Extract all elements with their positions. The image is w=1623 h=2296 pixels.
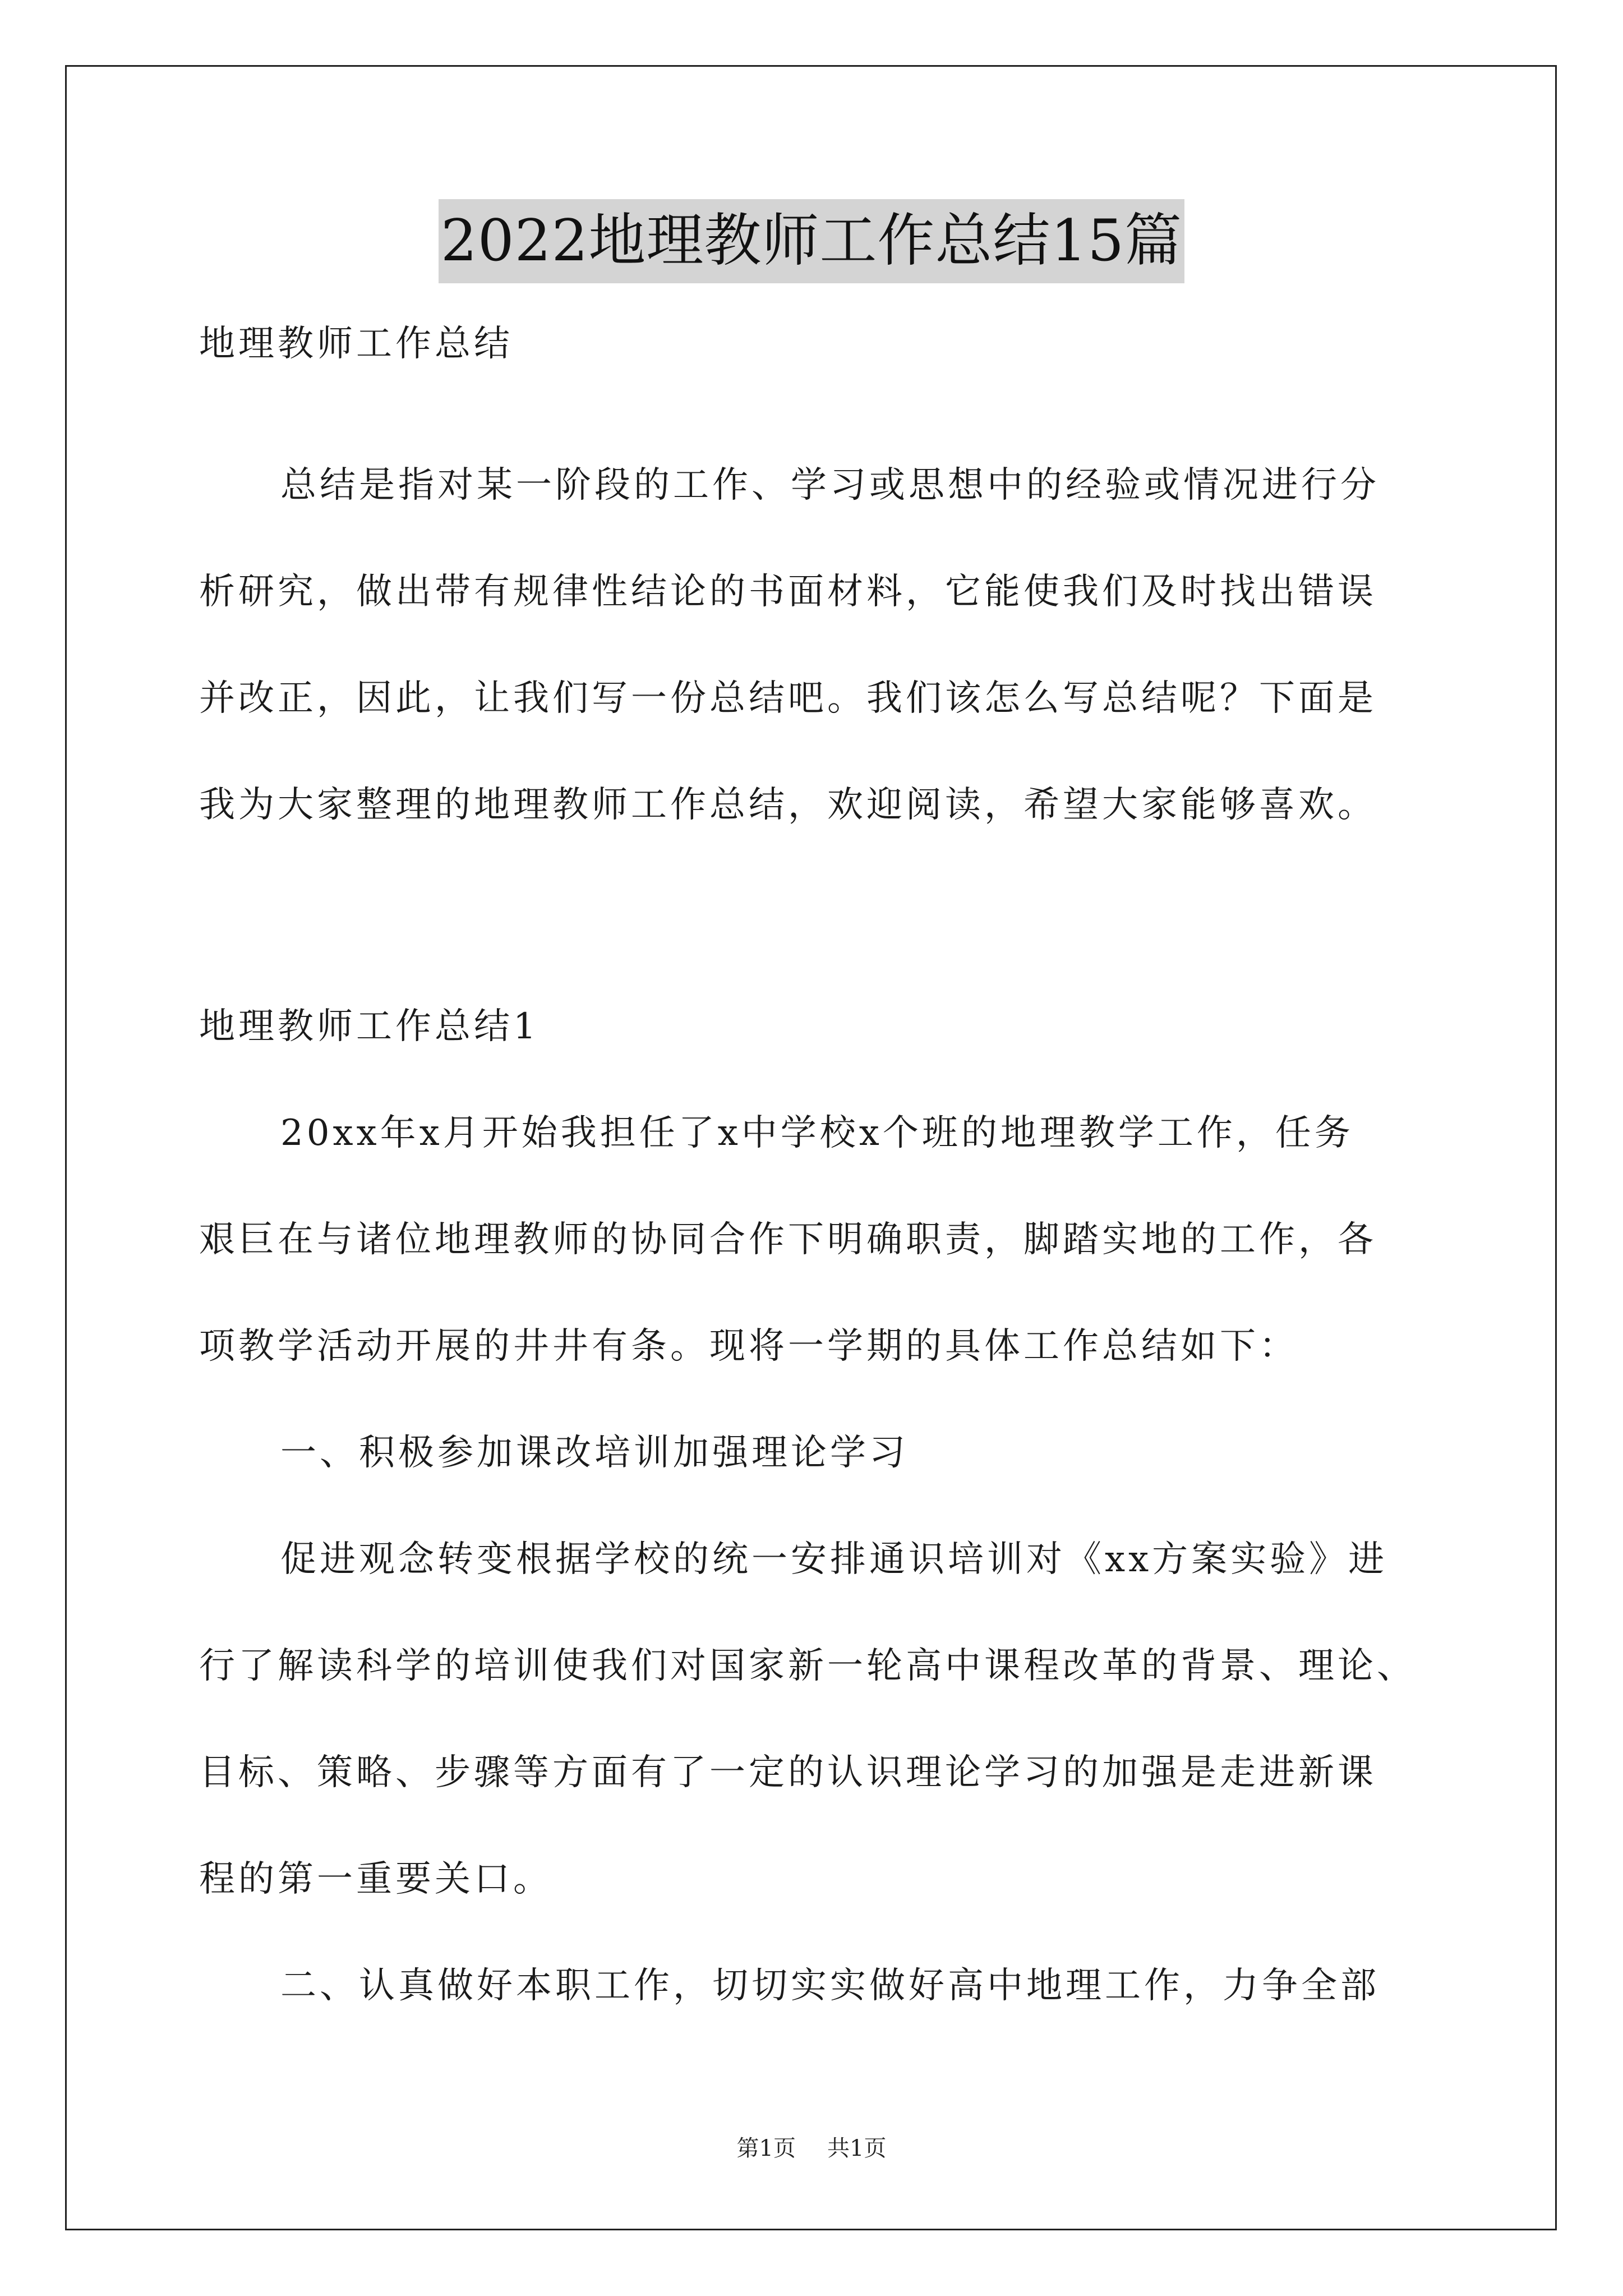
subheading: 二、认真做好本职工作，切切实实做好高中地理工作，力争全部	[280, 1965, 1380, 2007]
page-number: 第1页	[736, 2136, 796, 2161]
title-wrapper	[0, 199, 1623, 283]
section-heading: 地理教师工作总结1	[199, 1006, 540, 1047]
page-total: 共1页	[827, 2136, 887, 2161]
paragraph-line: 总结是指对某一阶段的工作、学习或思想中的经验或情况进行分	[280, 464, 1380, 506]
paragraph-line: 20xx年x月开始我担任了x中学校x个班的地理教学工作，任务	[280, 1112, 1354, 1154]
paragraph-line: 促进观念转变根据学校的统一安排通识培训对《xx方案实验》进	[280, 1539, 1388, 1580]
paragraph-line: 并改正，因此，让我们写一份总结吧。我们该怎么写总结呢？下面是	[199, 678, 1377, 719]
page-footer	[0, 2132, 1623, 2165]
document-title: 2022地理教师工作总结15篇	[439, 199, 1184, 283]
subheading: 一、积极参加课改培训加强理论学习	[280, 1432, 909, 1474]
paragraph-line: 目标、策略、步骤等方面有了一定的认识理论学习的加强是走进新课	[199, 1752, 1377, 1793]
paragraph-line: 艰巨在与诸位地理教师的协同合作下明确职责，脚踏实地的工作，各	[199, 1219, 1377, 1260]
paragraph-line: 析研究，做出带有规律性结论的书面材料，它能使我们及时找出错误	[199, 571, 1377, 613]
paragraph-line: 程的第一重要关口。	[199, 1858, 552, 1900]
paragraph-line: 行了解读科学的培训使我们对国家新一轮高中课程改革的背景、理论、	[199, 1645, 1416, 1687]
paragraph-line: 我为大家整理的地理教师工作总结，欢迎阅读，希望大家能够喜欢。	[199, 784, 1377, 826]
paragraph-line: 项教学活动开展的井井有条。现将一学期的具体工作总结如下：	[199, 1326, 1298, 1367]
heading-intro: 地理教师工作总结	[199, 323, 513, 365]
